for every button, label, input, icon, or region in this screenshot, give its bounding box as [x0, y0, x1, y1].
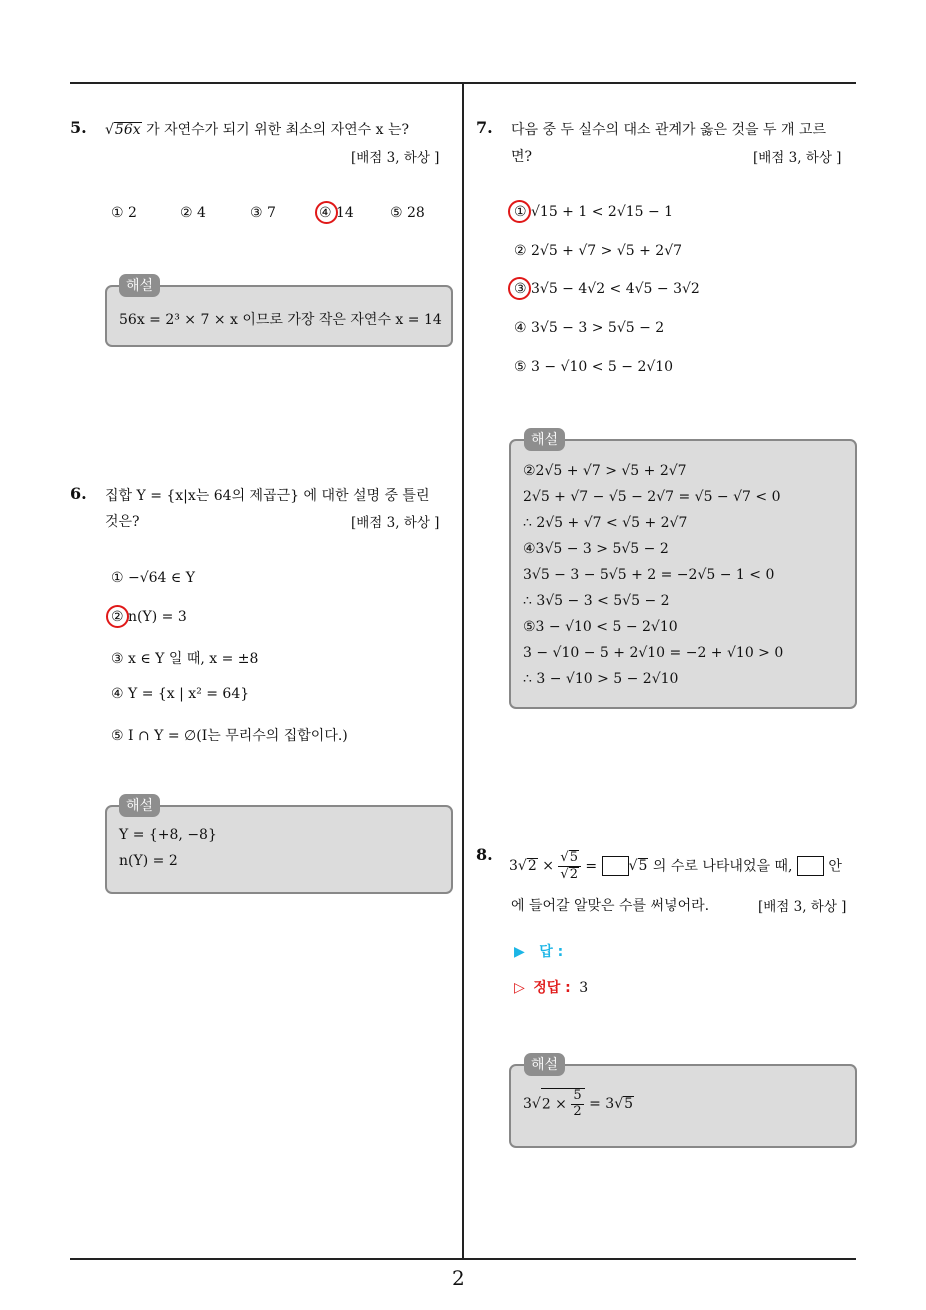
q7-solution-line-8: 3 − √10 − 5 + 2√10 = −2 + √10 > 0 [523, 645, 784, 661]
q8-stem-tail: 안 [828, 858, 842, 875]
q8-correct-label: 정답 : [533, 980, 571, 996]
q7-choice-4[interactable]: ④ 3√5 − 3 > 5√5 − 2 [514, 320, 665, 336]
question-8-number: 8. [476, 845, 493, 864]
q8-solution-box [509, 1064, 857, 1148]
q6-choice-4[interactable]: ④ Y = {x | x² = 64} [111, 686, 250, 702]
q6-solution-tag: 해설 [119, 794, 160, 817]
q6-solution-line-1: Y = {+8, −8} [119, 827, 217, 843]
sqrt-symbol: √ [105, 122, 114, 138]
q5-radicand: 56x [114, 122, 141, 138]
question-6-stem-line2: 것은? [105, 514, 140, 530]
q7-solution-line-5: 3√5 − 3 − 5√5 + 2 = −2√5 − 1 < 0 [523, 567, 775, 583]
q8-answer-row [514, 941, 563, 961]
q5-solution-text: 56x = 2³ × 7 × x 이므로 가장 작은 자연수 x = 14 [119, 312, 442, 328]
question-6-number: 6. [70, 484, 87, 503]
question-5-meta: [배점 3, 하상 ] [351, 150, 440, 166]
q8-sqrt5: √5 [628, 858, 648, 875]
bottom-rule [70, 1258, 856, 1260]
q5-choice-1[interactable]: ① 2 [111, 205, 137, 221]
question-7-meta: [배점 3, 하상 ] [753, 150, 842, 166]
q7-solution-tag: 해설 [524, 428, 565, 451]
q7-answer-circle-3 [508, 277, 531, 300]
q8-equals: = [585, 858, 602, 875]
answer-arrow-icon: ▶ [514, 944, 525, 960]
q7-solution-line-7: ⑤3 − √10 < 5 − 2√10 [523, 619, 678, 635]
q7-solution-line-6: ∴ 3√5 − 3 < 5√5 − 2 [523, 593, 670, 609]
q8-solution-text [523, 1088, 634, 1120]
q7-choice-2[interactable]: ② 2√5 + √7 > √5 + 2√7 [514, 243, 683, 259]
question-7-stem-line1: 다음 중 두 실수의 대소 관계가 옳은 것을 두 개 고르 [511, 122, 826, 138]
q6-choice-3[interactable]: ③ x ∈ Y 일 때, x = ±8 [111, 651, 259, 667]
q8-blank-box-ref [797, 856, 824, 876]
question-8-stem-line1 [509, 850, 842, 883]
question-6-meta: [배점 3, 하상 ] [351, 515, 440, 531]
q8-solution-tag: 해설 [524, 1053, 565, 1076]
q5-solution-tag: 해설 [119, 274, 160, 297]
q7-solution-line-3: ∴ 2√5 + √7 < √5 + 2√7 [523, 515, 688, 531]
q5-choice-2[interactable]: ② 4 [180, 205, 206, 221]
q8-fraction: $\frac{√5}{√2}$ [558, 850, 581, 883]
question-7-stem-line2: 면? [511, 149, 533, 165]
q7-solution-box [509, 439, 857, 709]
q5-choice-4[interactable]: ④ 14 [319, 205, 354, 221]
q7-solution-line-9: ∴ 3 − √10 > 5 − 2√10 [523, 671, 679, 687]
q7-choice-5[interactable]: ⑤ 3 − √10 < 5 − 2√10 [514, 359, 674, 375]
q7-answer-circle-1 [508, 200, 531, 223]
q7-choice-3[interactable]: ③ 3√5 − 4√2 < 4√5 − 3√2 [514, 281, 700, 297]
q5-choice-5[interactable]: ⑤ 28 [390, 205, 425, 221]
q8-stem-text: 의 수로 나타내었을 때, [652, 858, 793, 875]
q5-stem-text: 가 자연수가 되기 위한 최소의 자연수 x 는? [146, 122, 410, 138]
q8-solution-formula: 3√2 × $\frac{5}{2}$ = 3√5 [523, 1088, 634, 1119]
q6-choice-1[interactable]: ① −√64 ∈ Y [111, 570, 195, 586]
correct-arrow-icon: ▷ [514, 980, 525, 996]
page-number: 2 [452, 1266, 465, 1290]
q7-solution-line-4: ④3√5 − 3 > 5√5 − 2 [523, 541, 669, 557]
q7-solution-line-2: 2√5 + √7 − √5 − 2√7 = √5 − √7 < 0 [523, 489, 781, 505]
question-6-stem-line1: 집합 Y = {x|x는 64의 제곱근} 에 대한 설명 중 틀린 [105, 488, 430, 504]
q6-answer-circle [106, 605, 129, 628]
q8-correct-row [514, 977, 588, 997]
q5-answer-circle [315, 201, 338, 224]
q7-choice-1[interactable]: ① √15 + 1 < 2√15 − 1 [514, 204, 674, 220]
q8-answer-label: 답 : [539, 944, 564, 960]
q6-solution-line-2: n(Y) = 2 [119, 853, 178, 869]
question-8-stem-line2: 에 들어갈 알맞은 수를 써넣어라. [511, 898, 710, 914]
q7-solution-line-1: ②2√5 + √7 > √5 + 2√7 [523, 463, 687, 479]
column-divider [462, 82, 464, 1259]
question-8-meta: [배점 3, 하상 ] [758, 899, 847, 915]
question-7-number: 7. [476, 118, 493, 137]
q8-blank-box[interactable] [602, 856, 629, 876]
question-5-number: 5. [70, 118, 87, 137]
q6-choice-2[interactable]: ② n(Y) = 3 [111, 609, 187, 625]
q5-choice-3[interactable]: ③ 7 [250, 205, 276, 221]
q6-solution-box [105, 805, 453, 894]
question-5-stem [105, 119, 409, 139]
q8-expr-left: 3√2 × [509, 858, 559, 875]
q6-choice-5[interactable]: ⑤ I ∩ Y = ∅(I는 무리수의 집합이다.) [111, 728, 348, 744]
q8-correct-value: 3 [579, 980, 589, 996]
